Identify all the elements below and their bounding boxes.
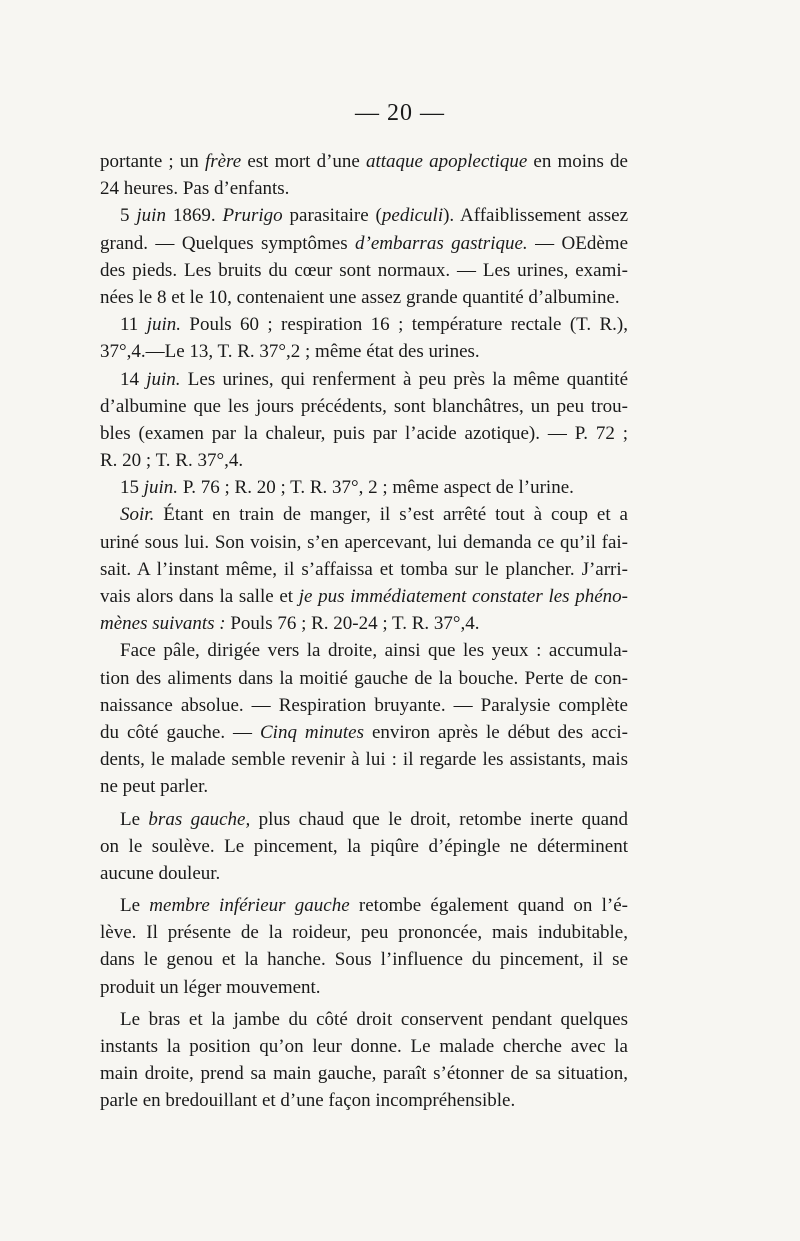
text-run: 15 [120, 477, 144, 499]
text-run: produit un léger mouvement. [100, 976, 321, 998]
text-run: Étant en train de manger, il s’est arrêté tout à coup et a [154, 504, 628, 526]
italic-text: juin. [143, 477, 179, 499]
italic-text: Cinq minutes [260, 721, 365, 743]
text-line [100, 692, 628, 719]
italic-text: Prurigo [222, 205, 283, 227]
text-line [100, 393, 628, 420]
text-run: parle en bredouillant et d’une façon incompréhensible. [100, 1090, 516, 1112]
text-run: environ après le début des acci- [364, 721, 628, 743]
text-run: vais alors dans la salle et [100, 586, 299, 607]
text-line [100, 202, 628, 229]
text-run: Les urines, qui renferment à peu près la même quantité [180, 368, 629, 390]
text-run: bles (examen par la chaleur, puis par l’acide azotique). — P. 72 ; [100, 422, 628, 444]
italic-text: je pus immédiatement constater les phéno- [298, 586, 629, 607]
text-run: 14 [120, 368, 147, 390]
text-line [100, 746, 628, 773]
text-run: sait. A l’instant même, il s’affaissa et tomba sur le plancher. J’arri- [100, 558, 628, 580]
text-run: 5 [120, 205, 137, 227]
text-line [100, 1060, 628, 1087]
text-line [100, 284, 628, 311]
body-text [100, 148, 628, 1115]
text-line [100, 556, 628, 583]
text-run: retombe également quand on l’é- [349, 895, 629, 917]
text-line [100, 257, 628, 284]
text-run: d’albumine que les jours précédents, sont blanchâtres, un peu trou- [100, 395, 628, 417]
text-line [100, 175, 628, 202]
text-run: on le soulève. Le pincement, la piqûre d’épingle ne déterminent [100, 835, 628, 857]
text-run: uriné sous lui. Son voisin, s’en apercevant, lui demanda ce qu’il fai- [100, 531, 628, 553]
italic-text: juin. [146, 314, 181, 336]
italic-text: pediculi [381, 205, 444, 227]
text-line [100, 637, 628, 664]
text-run: 1869. [165, 205, 223, 227]
italic-text: juin [136, 205, 166, 227]
italic-text: attaque apoplectique [365, 151, 528, 172]
text-line [100, 1033, 628, 1060]
text-line [100, 974, 628, 1001]
italic-text: membre inférieur gauche [149, 895, 350, 917]
italic-text: frère [204, 151, 242, 172]
text-run: 37°,4.—Le 13, T. R. 37°,2 ; même état des urines. [100, 341, 480, 363]
text-run: Le [120, 895, 150, 917]
text-run: tion des aliments dans la moitié gauche de la bouche. Perte de con- [100, 667, 628, 689]
text-line [100, 665, 628, 692]
text-run: 24 heures. Pas d’enfants. [100, 178, 290, 200]
text-line [100, 366, 628, 393]
page-number: — 20 — [355, 100, 445, 126]
text-run: Pouls 60 ; respiration 16 ; température rectale (T. R.), [181, 314, 628, 336]
text-line [100, 474, 628, 501]
text-run: Le bras et la jambe du côté droit conservent pendant quelques [120, 1008, 628, 1030]
text-line [100, 773, 628, 800]
text-run: — OEdème [527, 232, 628, 254]
text-line [100, 148, 628, 175]
text-line [100, 860, 628, 887]
text-run: lève. Il présente de la roideur, peu prononcée, mais indubitable, [100, 922, 628, 944]
text-line [100, 420, 628, 447]
text-run: dents, le malade semble revenir à lui : il regarde les assistants, mais [100, 749, 628, 771]
italic-text: d’embarras gastrique. [355, 232, 528, 254]
text-run: main droite, prend sa main gauche, paraît s’étonner de sa situation, [100, 1063, 628, 1085]
text-line [100, 833, 628, 860]
italic-text: mènes suivants : [100, 613, 226, 635]
text-run: instants la position qu’on leur donne. Le malade cherche avec la [100, 1036, 628, 1057]
text-run: nées le 8 et le 10, contenaient une assez grande quantité d’albumine. [100, 286, 620, 308]
text-line [100, 311, 628, 338]
text-line [100, 610, 628, 637]
text-run: ). Affaiblissement assez [443, 205, 628, 227]
text-line [100, 719, 628, 746]
text-line [100, 447, 628, 474]
italic-text: juin. [146, 368, 181, 390]
text-run: grand. — Quelques symptômes [100, 232, 356, 254]
text-run: du côté gauche. — [100, 721, 260, 743]
text-run: dans le genou et la hanche. Sous l’influence du pincement, il se [100, 949, 628, 971]
text-run: aucune douleur. [100, 862, 221, 884]
text-line [100, 946, 628, 973]
text-run: P. 76 ; R. 20 ; T. R. 37°, 2 ; même aspect de l’urine. [178, 477, 574, 499]
text-line [100, 529, 628, 556]
text-run: Face pâle, dirigée vers la droite, ainsi que les yeux : accumula- [120, 640, 628, 662]
italic-text: Soir. [120, 504, 155, 526]
text-line [100, 892, 628, 919]
text-run: R. 20 ; T. R. 37°,4. [100, 450, 244, 472]
text-run: Le [120, 808, 149, 830]
text-line [100, 1087, 628, 1114]
text-run: plus chaud que le droit, retombe inerte quand [250, 808, 628, 830]
text-line [100, 806, 628, 833]
text-run: parasitaire ( [282, 205, 382, 227]
text-run: ne peut parler. [100, 776, 209, 798]
text-run: naissance absolue. — Respiration bruyante. — Paralysie complète [100, 694, 628, 716]
italic-text: bras gauche, [148, 808, 251, 830]
text-line [100, 338, 628, 365]
text-line [100, 583, 628, 610]
text-line [100, 501, 628, 528]
text-line [100, 230, 628, 257]
text-run: est mort d’une [241, 151, 366, 172]
text-line [100, 919, 628, 946]
text-run: en moins de [527, 151, 628, 172]
text-run: portante ; un [100, 151, 205, 172]
text-run: 11 [120, 314, 147, 336]
text-run: Pouls 76 ; R. 20-24 ; T. R. 37°,4. [225, 613, 480, 635]
text-run: des pieds. Les bruits du cœur sont normaux. — Les urines, exami- [100, 259, 628, 281]
text-line [100, 1006, 628, 1033]
